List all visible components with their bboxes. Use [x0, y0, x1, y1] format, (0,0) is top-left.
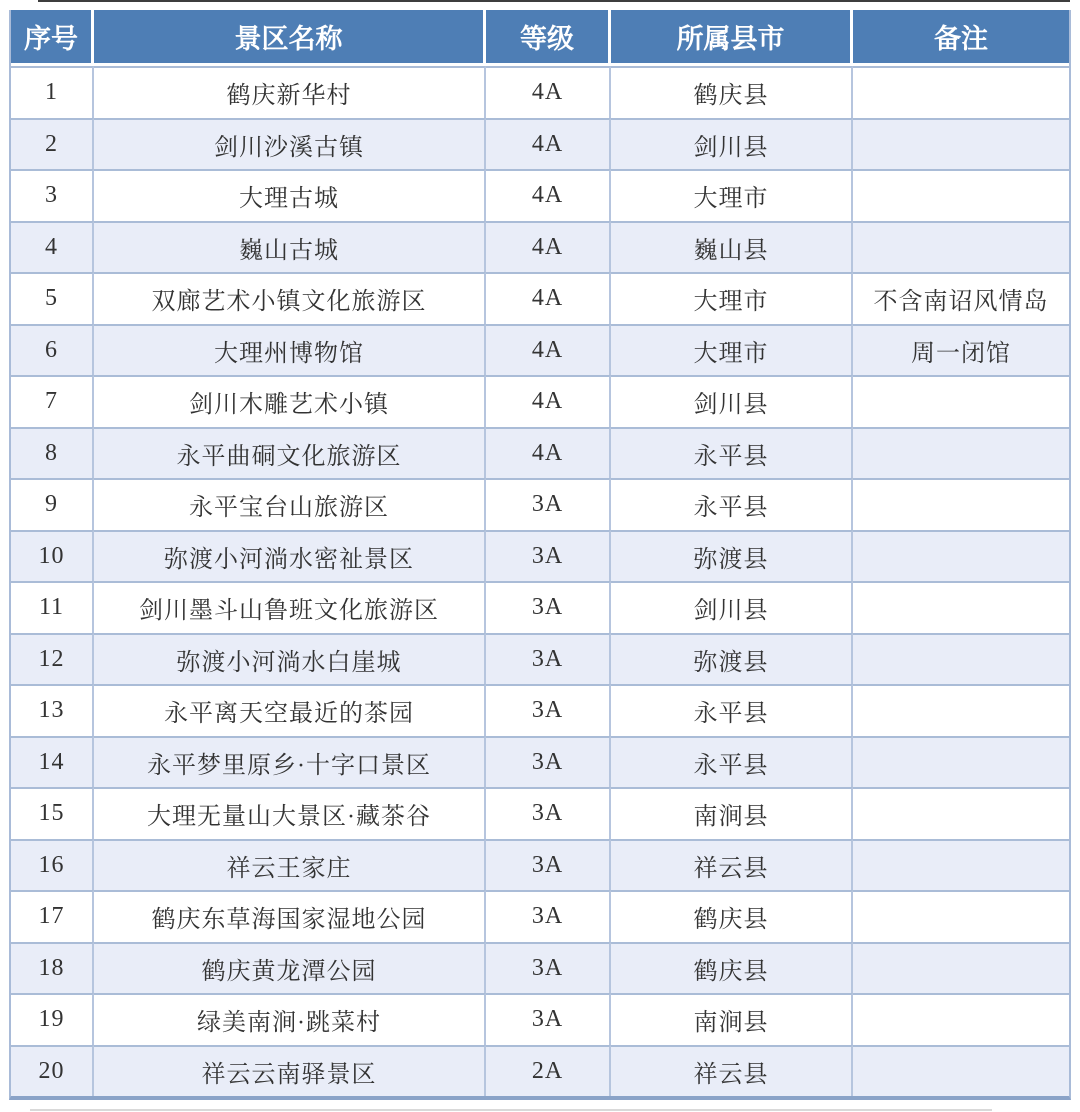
cell-county: 永平县: [611, 478, 853, 530]
cell-grade: 3A: [486, 530, 611, 582]
cell-note: [853, 890, 1069, 942]
cell-note: [853, 993, 1069, 1045]
cell-county: 祥云县: [611, 839, 853, 891]
cell-grade: 4A: [486, 427, 611, 479]
table-row: [11, 839, 1069, 891]
cell-name: 鹤庆黄龙潭公园: [94, 942, 486, 994]
cell-grade: 3A: [486, 890, 611, 942]
cell-note: [853, 684, 1069, 736]
header-row: [11, 10, 1069, 66]
table-row: [11, 890, 1069, 942]
cell-grade: 3A: [486, 942, 611, 994]
cell-grade: 4A: [486, 375, 611, 427]
cell-no: 8: [11, 427, 94, 479]
cell-note: [853, 736, 1069, 788]
cell-name: 剑川沙溪古镇: [94, 118, 486, 170]
cell-name: 剑川木雕艺术小镇: [94, 375, 486, 427]
cell-grade: 3A: [486, 581, 611, 633]
cell-no: 4: [11, 221, 94, 273]
header-cell-note: 备注: [853, 10, 1069, 66]
cell-grade: 4A: [486, 118, 611, 170]
cell-grade: 3A: [486, 633, 611, 685]
top-crop-line: [38, 0, 1070, 2]
cell-name: 大理无量山大景区·藏茶谷: [94, 787, 486, 839]
cell-county: 剑川县: [611, 375, 853, 427]
cell-county: 南涧县: [611, 993, 853, 1045]
header-cell-name: 景区名称: [94, 10, 486, 66]
cell-grade: 3A: [486, 839, 611, 891]
table-row: [11, 736, 1069, 788]
table-row: [11, 530, 1069, 582]
cell-grade: 4A: [486, 221, 611, 273]
cell-county: 弥渡县: [611, 530, 853, 582]
cell-grade: 3A: [486, 736, 611, 788]
cell-county: 大理市: [611, 324, 853, 376]
cell-name: 巍山古城: [94, 221, 486, 273]
cell-no: 19: [11, 993, 94, 1045]
cell-note: [853, 169, 1069, 221]
cell-no: 18: [11, 942, 94, 994]
cell-no: 13: [11, 684, 94, 736]
cell-no: 9: [11, 478, 94, 530]
cell-note: [853, 66, 1069, 118]
cell-county: 鹤庆县: [611, 942, 853, 994]
cell-note: [853, 530, 1069, 582]
table-row: [11, 581, 1069, 633]
cell-no: 12: [11, 633, 94, 685]
cell-county: 鹤庆县: [611, 890, 853, 942]
cell-name: 永平曲硐文化旅游区: [94, 427, 486, 479]
table-row: [11, 993, 1069, 1045]
cell-name: 永平宝台山旅游区: [94, 478, 486, 530]
cell-name: 弥渡小河淌水白崖城: [94, 633, 486, 685]
header-cell-county: 所属县市: [611, 10, 853, 66]
cell-note: [853, 375, 1069, 427]
cell-name: 绿美南涧·跳菜村: [94, 993, 486, 1045]
cell-name: 祥云王家庄: [94, 839, 486, 891]
cell-grade: 3A: [486, 993, 611, 1045]
bottom-crop-line: [30, 1109, 992, 1111]
cell-name: 大理古城: [94, 169, 486, 221]
cell-county: 祥云县: [611, 1045, 853, 1097]
table-row: [11, 633, 1069, 685]
cell-county: 剑川县: [611, 118, 853, 170]
cell-no: 7: [11, 375, 94, 427]
scenic-area-table: [9, 10, 1071, 1100]
cell-no: 14: [11, 736, 94, 788]
table-row: [11, 169, 1069, 221]
cell-county: 弥渡县: [611, 633, 853, 685]
cell-note: [853, 581, 1069, 633]
table-row: [11, 787, 1069, 839]
cell-county: 鹤庆县: [611, 66, 853, 118]
table-row: [11, 375, 1069, 427]
table-row: [11, 118, 1069, 170]
cell-name: 剑川墨斗山鲁班文化旅游区: [94, 581, 486, 633]
cell-note: [853, 942, 1069, 994]
cell-no: 15: [11, 787, 94, 839]
cell-no: 6: [11, 324, 94, 376]
cell-note: [853, 221, 1069, 273]
cell-note: [853, 478, 1069, 530]
cell-grade: 3A: [486, 478, 611, 530]
cell-county: 永平县: [611, 427, 853, 479]
cell-grade: 3A: [486, 787, 611, 839]
table-row: [11, 221, 1069, 273]
cell-name: 双廊艺术小镇文化旅游区: [94, 272, 486, 324]
cell-county: 巍山县: [611, 221, 853, 273]
scenic-area-grade-table: [11, 10, 1069, 1096]
cell-note: [853, 787, 1069, 839]
cell-no: 1: [11, 66, 94, 118]
cell-no: 16: [11, 839, 94, 891]
cell-grade: 4A: [486, 169, 611, 221]
cell-county: 永平县: [611, 736, 853, 788]
cell-county: 永平县: [611, 684, 853, 736]
cell-note: [853, 839, 1069, 891]
cell-no: 5: [11, 272, 94, 324]
table-header: [11, 10, 1069, 66]
cell-note: 不含南诏风情岛: [853, 272, 1069, 324]
table-row: [11, 427, 1069, 479]
cell-name: 鹤庆新华村: [94, 66, 486, 118]
cell-note: [853, 633, 1069, 685]
table-row: [11, 478, 1069, 530]
cell-no: 17: [11, 890, 94, 942]
cell-grade: 3A: [486, 684, 611, 736]
cell-grade: 4A: [486, 324, 611, 376]
cell-note: 周一闭馆: [853, 324, 1069, 376]
table-row: [11, 324, 1069, 376]
table-row: [11, 1045, 1069, 1097]
cell-grade: 4A: [486, 272, 611, 324]
cell-grade: 2A: [486, 1045, 611, 1097]
cell-note: [853, 118, 1069, 170]
cell-no: 2: [11, 118, 94, 170]
table-row: [11, 272, 1069, 324]
cell-no: 10: [11, 530, 94, 582]
header-cell-grade: 等级: [486, 10, 611, 66]
cell-grade: 4A: [486, 66, 611, 118]
table-row: [11, 942, 1069, 994]
cell-note: [853, 1045, 1069, 1097]
cell-county: 大理市: [611, 272, 853, 324]
cell-note: [853, 427, 1069, 479]
header-cell-no: 序号: [11, 10, 94, 66]
cell-no: 20: [11, 1045, 94, 1097]
cell-name: 鹤庆东草海国家湿地公园: [94, 890, 486, 942]
cell-county: 南涧县: [611, 787, 853, 839]
cell-name: 永平离天空最近的茶园: [94, 684, 486, 736]
cell-name: 永平梦里原乡·十字口景区: [94, 736, 486, 788]
cell-name: 弥渡小河淌水密祉景区: [94, 530, 486, 582]
table-body: [11, 66, 1069, 1096]
cell-no: 11: [11, 581, 94, 633]
cell-name: 大理州博物馆: [94, 324, 486, 376]
cell-county: 大理市: [611, 169, 853, 221]
cell-name: 祥云云南驿景区: [94, 1045, 486, 1097]
table-row: [11, 66, 1069, 118]
table-row: [11, 684, 1069, 736]
cell-no: 3: [11, 169, 94, 221]
cell-county: 剑川县: [611, 581, 853, 633]
